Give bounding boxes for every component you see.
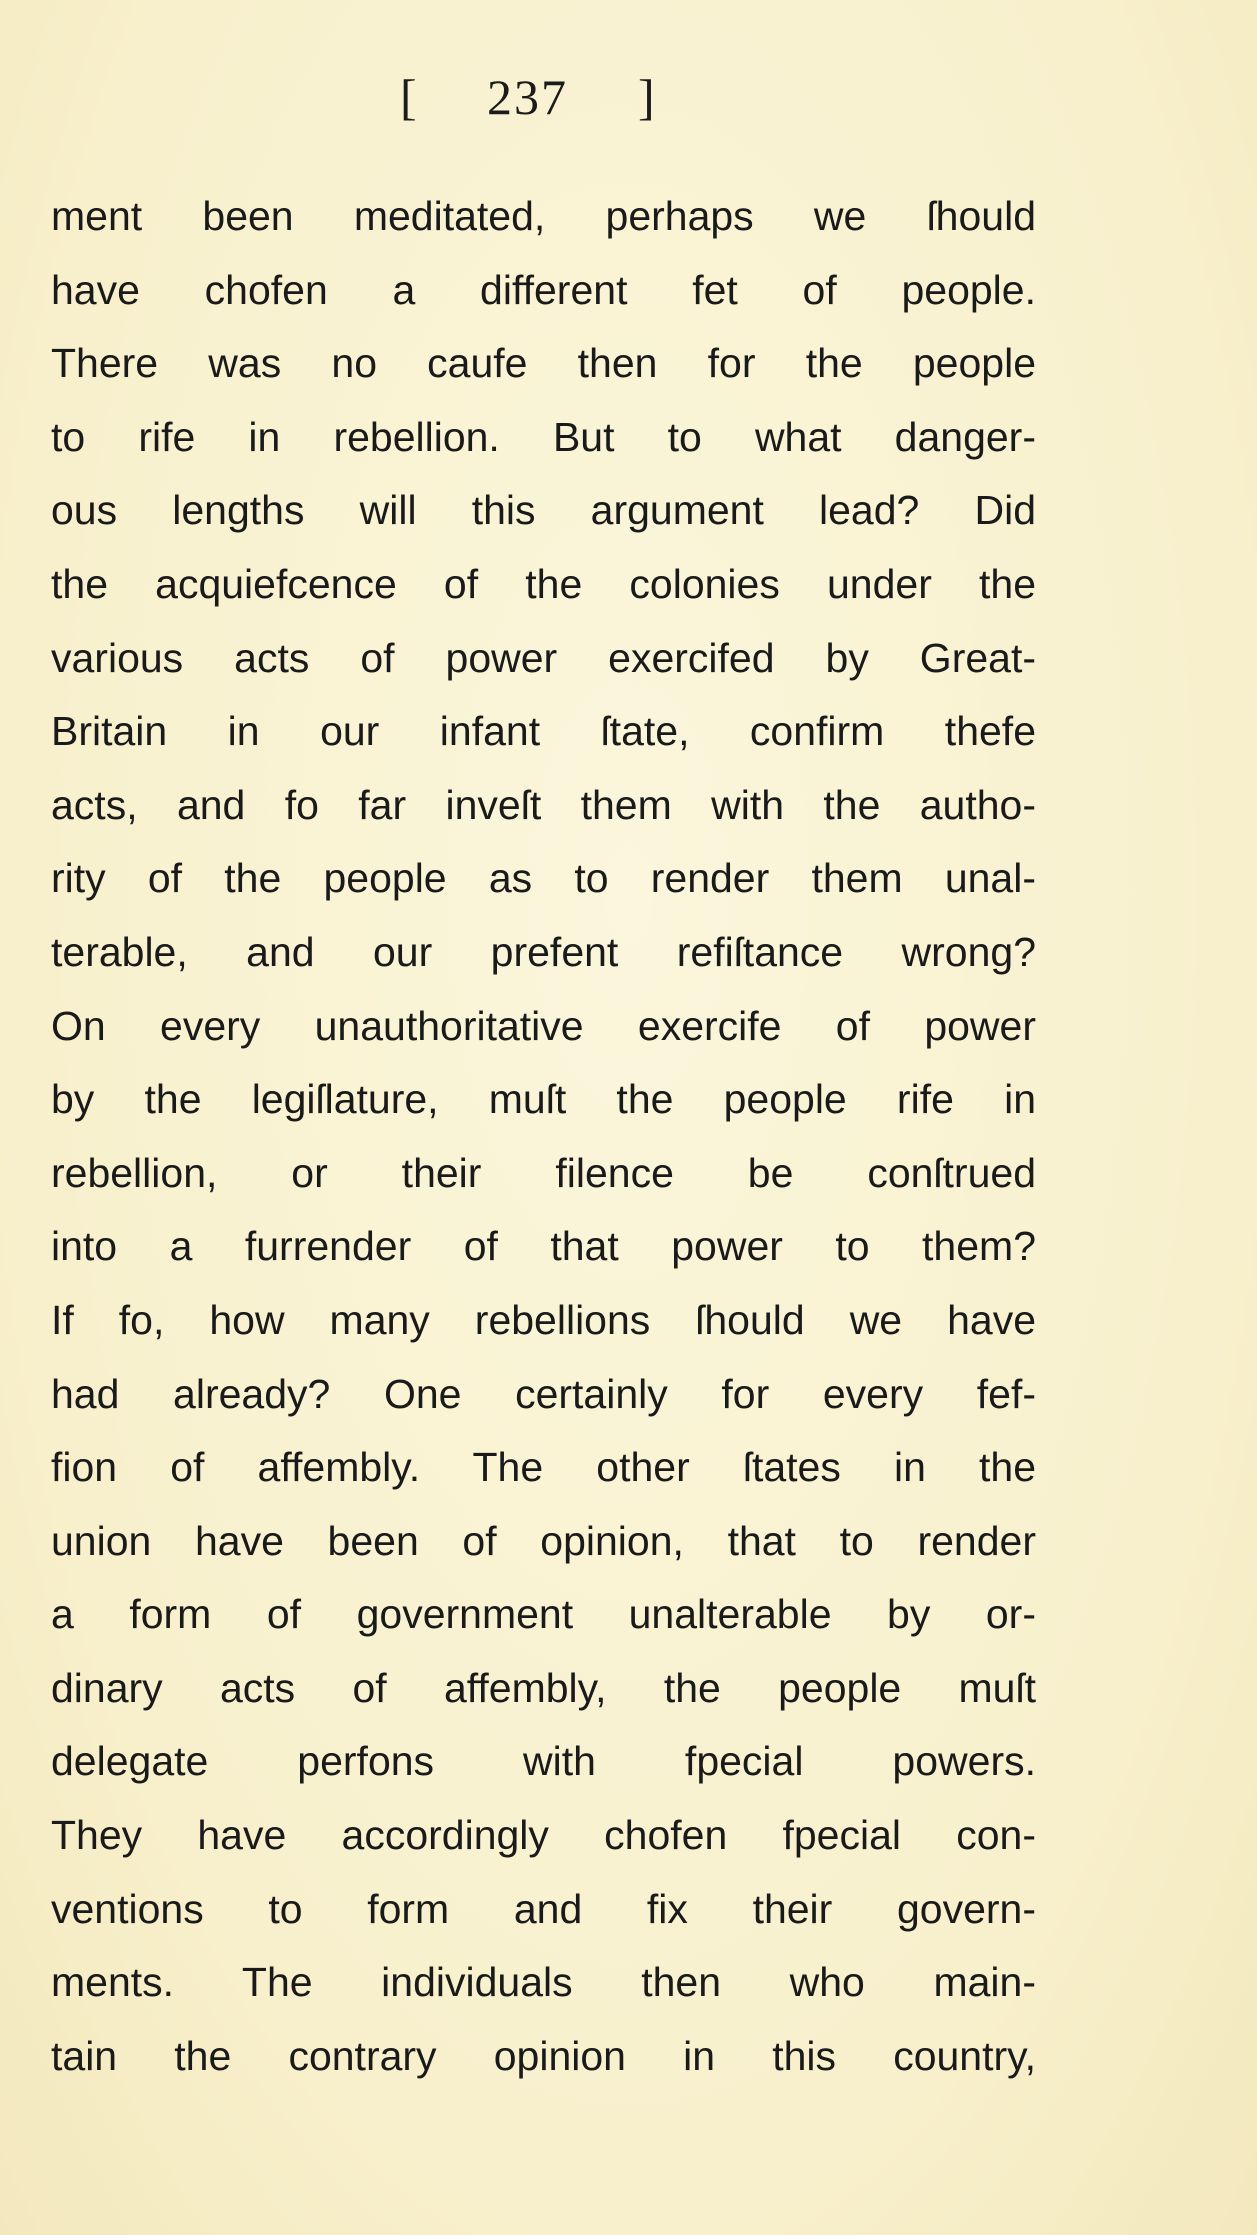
text-line: by the legiſlature, muſt the people rife in xyxy=(51,1076,1036,1123)
text-line: They have accordingly chofen fpecial con- xyxy=(51,1812,1036,1859)
text-line: Britain in our infant ſtate, confirm thefe xyxy=(51,708,1036,755)
text-line: ous lengths will this argument lead? Did xyxy=(51,487,1036,534)
text-line: rebellion, or their filence be conſtrued xyxy=(51,1149,1036,1196)
text-line: to rife in rebellion. But to what danger- xyxy=(51,413,1036,460)
text-line: There was no caufe then for the people xyxy=(51,340,1036,387)
body-text xyxy=(51,180,1036,2093)
text-line: ventions to form and fix their govern- xyxy=(51,1885,1036,1932)
text-line: delegate perfons with fpecial powers. xyxy=(51,1738,1036,1785)
header-bracket-left: [ xyxy=(400,69,419,125)
header-bracket-right: ] xyxy=(638,69,657,125)
text-line: various acts of power exercifed by Great- xyxy=(51,634,1036,681)
text-line: rity of the people as to render them unal- xyxy=(51,855,1036,902)
text-line: had already? One certainly for every fef- xyxy=(51,1370,1036,1417)
text-line: If fo, how many rebellions ſhould we have xyxy=(51,1296,1036,1343)
text-line: terable, and our prefent refiſtance wrong? xyxy=(51,928,1036,975)
page-number: 237 xyxy=(487,69,568,125)
text-line: the acquiefcence of the colonies under the xyxy=(51,560,1036,607)
text-line: have chofen a different fet of people. xyxy=(51,266,1036,313)
text-line: a form of government unalterable by or- xyxy=(51,1591,1036,1638)
text-line: into a furrender of that power to them? xyxy=(51,1223,1036,1270)
text-line: ments. The individuals then who main- xyxy=(51,1959,1036,2006)
text-line: union have been of opinion, that to render xyxy=(51,1517,1036,1564)
text-line: dinary acts of affembly, the people muſt xyxy=(51,1664,1036,1711)
text-line: On every unauthoritative exercife of power xyxy=(51,1002,1036,1049)
text-line: acts, and fo far inveſt them with the autho- xyxy=(51,781,1036,828)
text-line: ment been meditated, perhaps we ſhould xyxy=(51,193,1036,239)
text-line: tain the contrary opinion in this country, xyxy=(51,2032,1036,2079)
text-line: fion of affembly. The other ſtates in the xyxy=(51,1444,1036,1491)
